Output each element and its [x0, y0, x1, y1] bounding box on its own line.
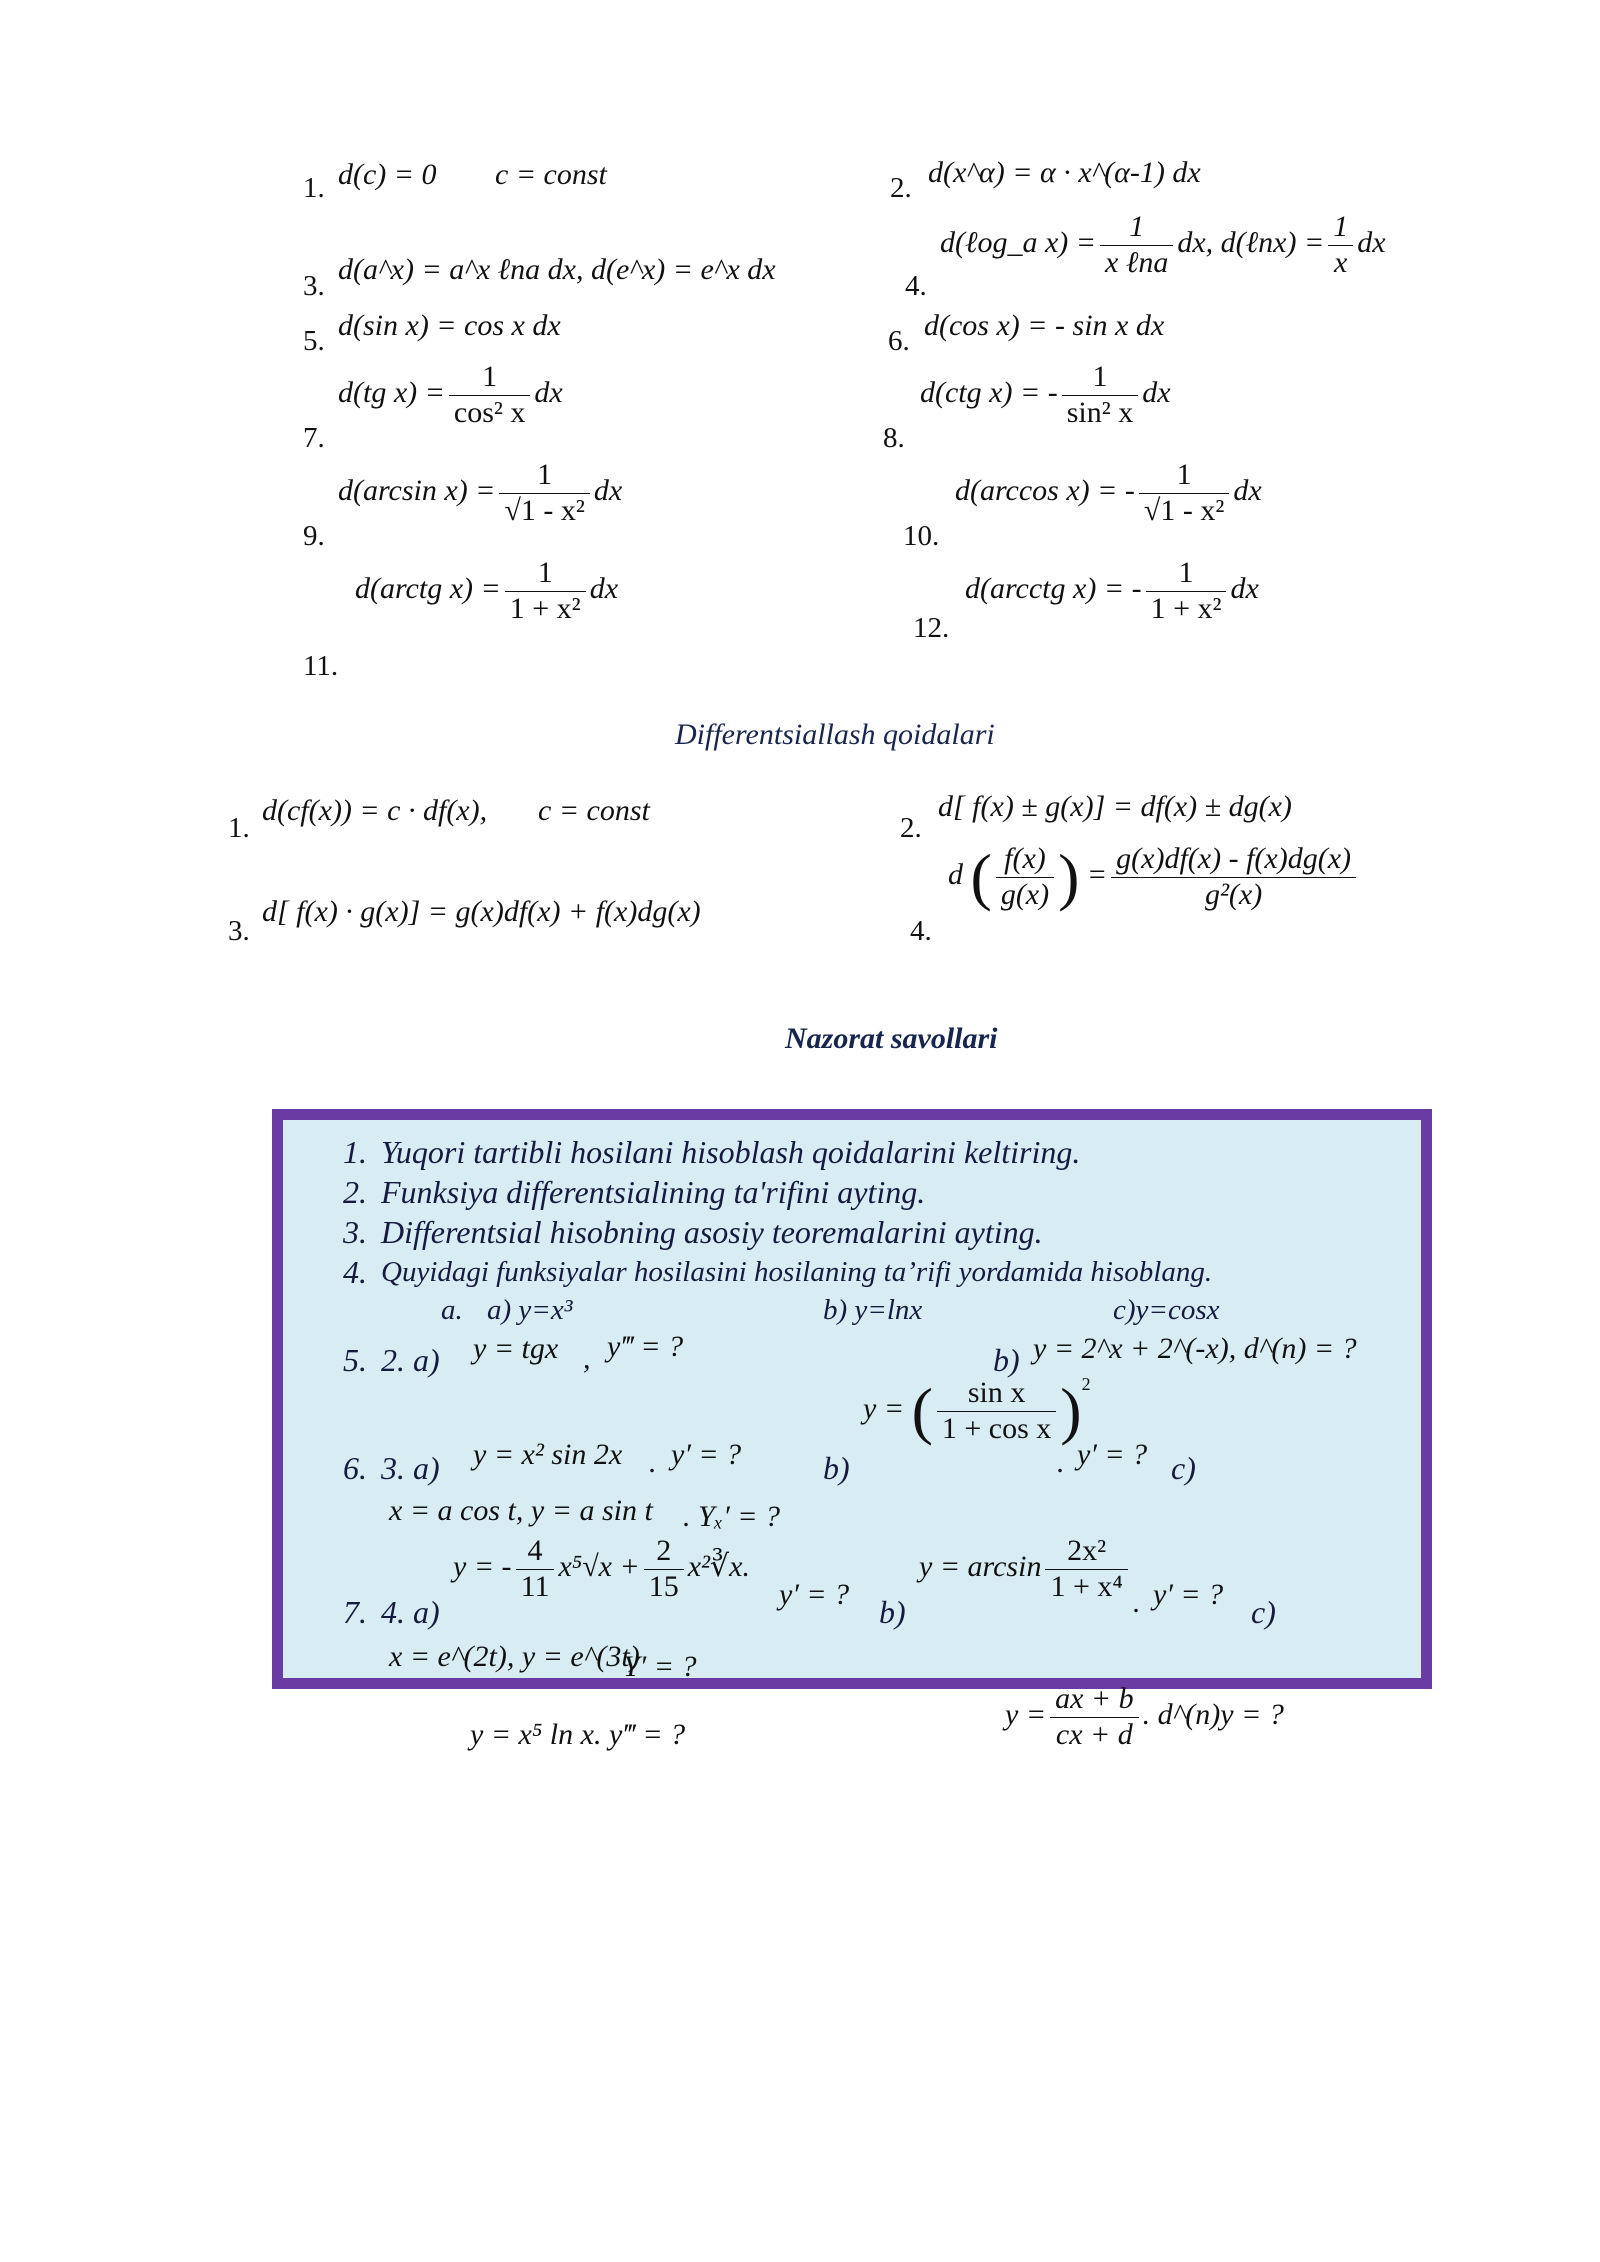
question-5a: y = tgx — [473, 1332, 559, 1365]
formula-1-const: c = const — [495, 158, 607, 191]
question-6a-task: y′ = ? — [671, 1438, 742, 1471]
rule-number: 2. — [900, 812, 922, 844]
formula-number: 7. — [303, 422, 325, 454]
question-2: Funksiya differentsialining ta'rifini ayting. — [381, 1174, 926, 1210]
separator: , — [583, 1342, 591, 1375]
question-6c-task: . Yₓ′ = ? — [683, 1500, 781, 1533]
formula-number: 6. — [888, 325, 910, 357]
rule-1: d(cf(x)) = c · df(x), — [262, 794, 488, 827]
question-3: Differentsial hisobning asosiy teoremalarini ayting. — [381, 1214, 1043, 1250]
question-7c-task: Y′ = ? — [623, 1650, 697, 1683]
formula-number: 8. — [883, 422, 905, 454]
formula-7: d(tg x) = $\frac{1}{\text{cos² x}}$ dx — [338, 360, 563, 429]
question-5b: y = 2^x + 2^(-x), d^(n) = ? — [1033, 1332, 1357, 1365]
question-7a-task: y′ = ? — [779, 1578, 850, 1611]
rule-4: d ( $\frac{f(x)}{g(x)}$ ) = $\frac{g(x)df(x) - f(x)dg(x)}{\text{g²(x)}}$ — [948, 840, 1360, 914]
formula-1: d(c) = 0 — [338, 158, 437, 191]
question-4: Quyidagi funksiyalar hosilasini hosilaning ta’rifi yordamida hisoblang. — [381, 1256, 1213, 1288]
rule-2: d[ f(x) ± g(x)] = df(x) ± dg(x) — [938, 790, 1292, 823]
separator: . — [1057, 1446, 1065, 1479]
formula-12: d(arcctg x) = - $\frac{1}{\text{1 + x²}}$ dx — [965, 556, 1259, 625]
formula-number: 4. — [905, 270, 927, 302]
formula-8: d(ctg x) = - $\frac{1}{\text{sin² x}}$ dx — [920, 360, 1171, 429]
overflow-formula-left: y = x⁵ ln x. y‴ = ? — [470, 1718, 686, 1751]
question-number: 7. — [343, 1594, 367, 1630]
question-5b-label: b) — [993, 1342, 1020, 1378]
question-7c-label: c) — [1251, 1594, 1276, 1630]
question-number: 2. — [343, 1174, 367, 1210]
question-5-label: 2. a) — [381, 1342, 440, 1378]
formula-5: d(sin x) = cos x dx — [338, 309, 561, 342]
question-7b-task: y′ = ? — [1153, 1578, 1224, 1611]
rule-number: 4. — [910, 915, 932, 947]
question-5a-task: y‴ = ? — [607, 1330, 684, 1363]
rules-heading: Differentsiallash qoidalari — [675, 718, 995, 751]
question-4c: c)y=cosx — [1113, 1294, 1220, 1326]
subitem-label: a. — [441, 1294, 463, 1326]
formula-6: d(cos x) = - sin x dx — [924, 309, 1165, 342]
question-7c: x = e^(2t), y = e^(3t) — [389, 1640, 640, 1673]
rule-number: 3. — [228, 915, 250, 947]
formula-number: 1. — [303, 172, 325, 204]
overflow-formula-right: y = $\frac{ax + b}{cx + d}$ . d^(n)y = ? — [1005, 1682, 1284, 1751]
question-6-label: 3. a) — [381, 1450, 440, 1486]
formula-number: 12. — [913, 612, 950, 644]
question-4b: b) y=lnx — [823, 1294, 923, 1326]
formula-3: d(a^x) = a^x ℓna dx, d(e^x) = e^x dx — [338, 253, 776, 286]
formula-10: d(arccos x) = - $\frac{1}{\text{√1 - x²}}$ dx — [955, 458, 1262, 527]
question-number: 5. — [343, 1342, 367, 1378]
question-6c: x = a cos t, y = a sin t — [389, 1494, 653, 1527]
formula-11: d(arctg x) = $\frac{1}{\text{1 + x²}}$ dx — [355, 556, 619, 625]
questions-heading: Nazorat savollari — [785, 1022, 998, 1055]
question-7-label: 4. a) — [381, 1594, 440, 1630]
separator: . — [1133, 1586, 1141, 1619]
formula-2: d(x^α) = α · x^(α-1) dx — [928, 156, 1201, 189]
question-number: 1. — [343, 1134, 367, 1170]
formula-number: 10. — [903, 520, 940, 552]
formula-number: 2. — [890, 172, 912, 204]
rule-number: 1. — [228, 812, 250, 844]
question-6b-task: y′ = ? — [1077, 1438, 1148, 1471]
formula-number: 9. — [303, 520, 325, 552]
question-number: 3. — [343, 1214, 367, 1250]
questions-box — [272, 1109, 1432, 1689]
question-6a: y = x² sin 2x — [473, 1438, 623, 1471]
question-number: 6. — [343, 1450, 367, 1486]
question-1: Yuqori tartibli hosilani hisoblash qoidalarini keltiring. — [381, 1134, 1081, 1170]
rule-1-const: c = const — [538, 794, 650, 827]
formula-4: d(ℓog_a x) = $\frac{1}{\text{x ℓna}}$ dx, d(ℓnx) = $\frac{1}{x}$ dx — [940, 210, 1386, 279]
question-7b: y = arcsin $\frac{\text{2x²}}{\text{1 + x⁴}}$ — [919, 1534, 1132, 1604]
formula-number: 3. — [303, 270, 325, 302]
formula-9: d(arcsin x) = $\frac{1}{\text{√1 - x²}}$ dx — [338, 458, 623, 527]
question-4a: a) y=x³ — [487, 1294, 573, 1326]
formula-number: 5. — [303, 325, 325, 357]
question-6b: y = ( $\frac{\text{sin x}}{\text{1 + cos x}}$ )$^2$ — [863, 1374, 1091, 1446]
separator: . — [649, 1446, 657, 1479]
question-7a: y = - $\frac{4}{11}$ x⁵√x + $\frac{2}{15}$ x²∛x. — [453, 1534, 750, 1603]
question-6b-label: b) — [823, 1450, 850, 1486]
question-6c-label: c) — [1171, 1450, 1196, 1486]
formula-number: 11. — [303, 650, 339, 682]
rule-3: d[ f(x) · g(x)] = g(x)df(x) + f(x)dg(x) — [262, 895, 701, 928]
question-7b-label: b) — [879, 1594, 906, 1630]
question-number: 4. — [343, 1254, 367, 1290]
